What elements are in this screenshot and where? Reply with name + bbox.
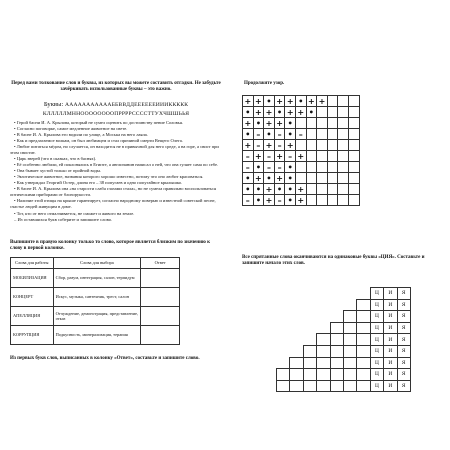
pattern-cell[interactable] — [338, 151, 349, 162]
empty-cell — [290, 311, 303, 323]
answer-letter-cell[interactable] — [357, 299, 370, 311]
answer-letter-cell[interactable] — [277, 369, 290, 381]
empty-cell — [317, 288, 330, 300]
suffix-letter-cell: Ц — [370, 288, 383, 300]
suffix-letter-cell: Ц — [370, 322, 383, 334]
suffix-letter-cell: И — [384, 311, 397, 323]
pattern-cell[interactable] — [317, 195, 328, 206]
pattern-cell[interactable]: + — [286, 96, 294, 106]
empty-cell — [277, 322, 290, 334]
pattern-cell[interactable] — [306, 195, 317, 206]
riddle-item: • Как утверждал Георгий Остер, длина его – 38 попугаев и одно попугайное крылышко. — [10, 180, 222, 186]
word-cell: КОНЦЕРТ — [11, 287, 54, 306]
staircase-grid — [276, 287, 411, 392]
pattern-cell[interactable] — [317, 184, 328, 195]
pattern-grid — [242, 95, 360, 206]
pattern-cell[interactable] — [327, 129, 338, 140]
empty-cell — [277, 299, 290, 311]
pattern-cell[interactable] — [327, 118, 338, 129]
pattern-row — [243, 162, 360, 173]
pattern-cell[interactable]: • — [243, 184, 254, 195]
suffix-letter-cell: Я — [397, 322, 410, 334]
empty-cell — [303, 288, 316, 300]
pattern-cell[interactable]: • — [285, 162, 296, 173]
pattern-cell[interactable]: + — [308, 96, 315, 106]
pattern-cell[interactable]: + — [276, 173, 283, 183]
pattern-cell[interactable] — [295, 173, 306, 184]
answer-letter-cell[interactable] — [357, 357, 370, 369]
pattern-cell[interactable]: – — [264, 162, 275, 173]
empty-cell — [317, 299, 330, 311]
pattern-cell[interactable]: • — [253, 184, 264, 195]
pattern-cell[interactable]: • — [306, 107, 317, 118]
pattern-grid-wrap — [242, 95, 360, 206]
choices-cell: Подкупность, минерализация, терапия — [53, 325, 141, 344]
empty-cell — [303, 334, 316, 346]
empty-cell — [330, 299, 343, 311]
suffix-letter-cell: И — [384, 357, 397, 369]
right-column — [232, 76, 446, 92]
answer-letter-cell[interactable] — [343, 357, 356, 369]
pattern-cell[interactable] — [327, 162, 338, 173]
answer-letter-cell[interactable] — [317, 369, 330, 381]
pattern-cell[interactable] — [295, 140, 306, 151]
pattern-cell[interactable]: + — [265, 195, 273, 205]
pattern-cell[interactable]: • — [253, 118, 264, 129]
riddle-item: • Герой басни И. А. Крылова, который не сумел оценить по достоинству пение Соловья. — [10, 120, 222, 126]
col-header-answer: Ответ — [141, 257, 180, 268]
pattern-cell[interactable]: + — [265, 140, 273, 150]
pattern-cell[interactable]: • — [264, 129, 275, 140]
pattern-cell[interactable] — [306, 162, 317, 173]
staircase-row — [277, 357, 411, 369]
answer-letter-cell[interactable] — [290, 369, 303, 381]
suffix-task-block — [242, 250, 440, 272]
pattern-cell[interactable] — [338, 107, 349, 118]
suffix-letter-cell: Я — [397, 369, 410, 381]
pattern-cell[interactable] — [338, 195, 349, 206]
pattern-row — [243, 107, 360, 118]
answer-letter-cell[interactable] — [357, 380, 370, 392]
suffix-letter-cell: Ц — [370, 311, 383, 323]
pattern-cell[interactable] — [306, 140, 317, 151]
letters-sequence-1: АААААААААААББВВДДЕЕЕЕЕЕИИИККККК — [64, 101, 189, 108]
pattern-cell[interactable] — [317, 173, 328, 184]
pattern-cell[interactable]: • — [285, 195, 296, 206]
empty-cell — [303, 299, 316, 311]
suffix-letter-cell: И — [384, 322, 397, 334]
staircase-row — [277, 288, 411, 300]
pattern-cell[interactable] — [327, 173, 338, 184]
riddle-item: • В басне И. А. Крылова его водили по улице, а Моська на него лаяла. — [10, 132, 222, 138]
suffix-letter-cell: Я — [397, 299, 410, 311]
answer-letter-cell[interactable] — [277, 380, 290, 392]
pattern-cell[interactable]: + — [244, 118, 252, 128]
synonym-task-heading: Выпишите в правую колонку только то слово, которое является близким по значению к слову в первой колонке. — [10, 239, 210, 251]
pattern-cell[interactable] — [338, 129, 349, 140]
empty-cell — [277, 345, 290, 357]
pattern-cell[interactable]: + — [318, 96, 326, 106]
pattern-cell[interactable]: • — [295, 96, 306, 107]
word-cell: КОРРУПЦИЯ — [11, 325, 54, 344]
answer-letter-cell[interactable] — [317, 380, 330, 392]
empty-cell — [330, 311, 343, 323]
empty-cell — [330, 288, 343, 300]
answer-letter-cell[interactable] — [317, 357, 330, 369]
empty-cell — [343, 299, 356, 311]
answer-letter-cell[interactable] — [357, 369, 370, 381]
pattern-cell[interactable] — [317, 151, 328, 162]
pattern-cell[interactable]: • — [264, 96, 275, 107]
pattern-cell[interactable]: – — [253, 140, 264, 151]
pattern-cell[interactable]: • — [264, 173, 275, 184]
pattern-cell[interactable] — [348, 129, 359, 140]
riddle-item: • Экзотическое животное, названия которого хорошо известно, потому что оно любит красоваться. — [10, 174, 222, 180]
pattern-cell[interactable] — [327, 96, 338, 107]
suffix-letter-cell: Ц — [370, 334, 383, 346]
choices-cell: Отчуждение, демонстрация, представление, отказ — [53, 306, 141, 325]
suffix-letter-cell: И — [384, 380, 397, 392]
pattern-cell[interactable] — [348, 151, 359, 162]
answer-letter-cell[interactable] — [303, 357, 316, 369]
suffix-letter-cell: Я — [397, 334, 410, 346]
empty-cell — [290, 345, 303, 357]
pattern-cell[interactable] — [338, 173, 349, 184]
pattern-cell[interactable]: • — [274, 107, 285, 118]
choices-cell: Сбор, разум, интеграция, салон, терпидум — [53, 268, 141, 287]
pattern-cell[interactable] — [306, 173, 317, 184]
answer-cell[interactable] — [141, 325, 180, 344]
left-column — [10, 76, 222, 367]
riddle-item: • Как и предлагаемое волкам, он был любимцем и стал причиной смерти Вещего Олега. — [10, 138, 222, 144]
riddle-item: • Её особенно любили, ей поклонялись в Египте, а англичанин написал о ней, что она гуляет сама по себе. — [10, 162, 222, 168]
pattern-cell[interactable] — [348, 107, 359, 118]
answer-letter-cell[interactable] — [343, 369, 356, 381]
pattern-cell[interactable]: + — [276, 96, 283, 106]
pattern-cell[interactable]: – — [243, 195, 254, 206]
empty-cell — [357, 288, 370, 300]
empty-cell — [343, 288, 356, 300]
pattern-cell[interactable]: • — [243, 129, 254, 140]
pattern-cell[interactable] — [338, 184, 349, 195]
table-row — [11, 306, 180, 325]
answer-letter-cell[interactable] — [357, 334, 370, 346]
intro-instruction: Перед вами толкование слов и буквы, из которых вы можете составить отгадки. Не забудьте зачёркивать использованные буквы – это важно. — [11, 81, 221, 93]
pattern-cell[interactable]: – — [264, 151, 275, 162]
choices-cell: Искус, музыка, сантехник, трест, салон — [53, 287, 141, 306]
answer-letter-cell[interactable] — [317, 334, 330, 346]
first-letters-task: Из первых букв слов, выписанных в колонку «Ответ», составьте и запишите слово. — [10, 355, 200, 361]
riddle-item: • В басне И. А. Крылова она «на старости слаба глазами стала», но не сумела правильно воспользоваться оптическими приборами от близорукости. — [10, 186, 222, 198]
pattern-cell[interactable] — [317, 118, 328, 129]
riddle-list — [10, 120, 222, 217]
pattern-cell[interactable]: • — [253, 195, 264, 206]
pattern-cell[interactable] — [327, 151, 338, 162]
pattern-cell[interactable] — [317, 129, 328, 140]
suffix-letter-cell: И — [384, 288, 397, 300]
answer-letter-cell[interactable] — [343, 322, 356, 334]
suffix-letter-cell: Я — [397, 357, 410, 369]
empty-cell — [303, 322, 316, 334]
pattern-cell[interactable]: + — [297, 107, 305, 117]
answer-letter-cell[interactable] — [317, 345, 330, 357]
pattern-cell[interactable] — [295, 162, 306, 173]
pattern-cell[interactable]: • — [243, 173, 254, 184]
pattern-cell[interactable]: – — [274, 195, 285, 206]
pattern-cell[interactable] — [306, 129, 317, 140]
pattern-task-heading: Продолжите узор. — [244, 81, 285, 86]
staircase-row — [277, 345, 411, 357]
answer-letter-cell[interactable] — [357, 322, 370, 334]
staircase-row — [277, 380, 411, 392]
answer-letter-cell[interactable] — [330, 380, 343, 392]
answer-letter-cell[interactable] — [357, 345, 370, 357]
empty-cell — [290, 299, 303, 311]
answer-letter-cell[interactable] — [290, 380, 303, 392]
pattern-cell[interactable]: – — [243, 151, 254, 162]
staircase-row — [277, 322, 411, 334]
pattern-cell[interactable]: – — [295, 129, 306, 140]
pattern-cell[interactable]: • — [285, 173, 296, 184]
suffix-letter-cell: Я — [397, 345, 410, 357]
suffix-letter-cell: Ц — [370, 299, 383, 311]
answer-letter-cell[interactable] — [303, 380, 316, 392]
pattern-cell[interactable]: + — [255, 96, 262, 106]
pattern-cell[interactable] — [327, 195, 338, 206]
pattern-cell[interactable] — [327, 140, 338, 151]
pattern-cell[interactable]: + — [265, 118, 273, 128]
riddle-item: • Царь зверей (что в сказках, что в баснях). — [10, 156, 222, 162]
pattern-cell[interactable] — [317, 107, 328, 118]
suffix-letter-cell: Я — [397, 311, 410, 323]
staircase-row — [277, 299, 411, 311]
suffix-letter-cell: Ц — [370, 357, 383, 369]
pattern-row — [243, 151, 360, 162]
pattern-row — [243, 140, 360, 151]
pattern-cell[interactable] — [348, 118, 359, 129]
empty-cell — [290, 288, 303, 300]
staircase-row — [277, 334, 411, 346]
pattern-cell[interactable] — [295, 118, 306, 129]
pattern-cell[interactable] — [348, 184, 359, 195]
empty-cell — [290, 334, 303, 346]
pattern-cell[interactable]: + — [255, 151, 262, 161]
empty-cell — [317, 311, 330, 323]
pattern-cell[interactable] — [327, 184, 338, 195]
pattern-row — [243, 118, 360, 129]
pattern-row — [243, 96, 360, 107]
staircase-row — [277, 311, 411, 323]
col-header-choices: Слова для выбора — [53, 257, 141, 268]
pattern-cell[interactable]: + — [286, 140, 294, 150]
pattern-cell[interactable] — [338, 118, 349, 129]
pattern-cell[interactable]: • — [285, 184, 296, 195]
answer-letter-cell[interactable] — [343, 345, 356, 357]
remaining-letters-note: – Из оставшихся букв соберите и запишите слово. — [14, 216, 113, 222]
pattern-cell[interactable]: • — [243, 107, 254, 118]
letters-block — [10, 99, 222, 118]
pattern-cell[interactable] — [348, 173, 359, 184]
pattern-cell[interactable]: + — [276, 151, 283, 161]
table-row — [11, 287, 180, 306]
suffix-letter-cell: Я — [397, 288, 410, 300]
empty-cell — [303, 311, 316, 323]
pattern-cell[interactable]: + — [265, 184, 273, 194]
riddle-item: • Тот, кто от него отмалчивается, не сможет и живого на земле. — [10, 211, 222, 217]
riddle-item: • Согласно поговорке, самое медленное животное на свете. — [10, 126, 222, 132]
answer-letter-cell[interactable] — [330, 334, 343, 346]
pattern-cell[interactable]: – — [274, 162, 285, 173]
letters-label: Буквы: — [43, 100, 65, 108]
riddle-item: • Наличие этой птицы на крыше гарантирует, согласно народному поверью и известной советской песне, счастье людей живущим в доме. — [10, 198, 222, 210]
answer-cell[interactable] — [141, 306, 180, 325]
pattern-cell[interactable] — [306, 151, 317, 162]
pattern-cell[interactable] — [317, 162, 328, 173]
pattern-cell[interactable]: + — [255, 107, 262, 117]
suffix-letter-cell: И — [384, 369, 397, 381]
pattern-cell[interactable]: + — [297, 184, 305, 194]
table-row — [11, 268, 180, 287]
pattern-cell[interactable] — [348, 162, 359, 173]
empty-cell — [277, 288, 290, 300]
pattern-cell[interactable]: + — [297, 151, 305, 161]
col-header-words: Слова для работы — [11, 257, 54, 268]
pattern-cell[interactable]: + — [265, 107, 273, 117]
pattern-cell[interactable]: + — [286, 107, 294, 117]
suffix-letter-cell: Ц — [370, 380, 383, 392]
letters-sequence-2: КЛЛЛЛЛМННООООООООПРРРРССССТТУХЧШШЬЬЯ — [42, 111, 190, 118]
pattern-cell[interactable]: – — [243, 162, 254, 173]
pattern-cell[interactable] — [338, 162, 349, 173]
suffix-letter-cell: И — [384, 299, 397, 311]
answer-cell[interactable] — [141, 268, 180, 287]
pattern-cell[interactable] — [317, 140, 328, 151]
pattern-cell[interactable]: – — [285, 151, 296, 162]
answer-letter-cell[interactable] — [290, 357, 303, 369]
pattern-cell[interactable]: • — [285, 118, 296, 129]
answer-letter-cell[interactable] — [303, 345, 316, 357]
staircase-row — [277, 369, 411, 381]
pattern-cell[interactable]: – — [274, 140, 285, 151]
pattern-cell[interactable]: + — [276, 118, 283, 128]
pattern-cell[interactable] — [306, 184, 317, 195]
answer-letter-cell[interactable] — [330, 357, 343, 369]
answer-letter-cell[interactable] — [303, 369, 316, 381]
suffix-letter-cell: Ц — [370, 345, 383, 357]
pattern-cell[interactable]: + — [297, 195, 305, 205]
empty-cell — [277, 311, 290, 323]
answer-letter-cell[interactable] — [343, 311, 356, 323]
pattern-cell[interactable] — [306, 118, 317, 129]
pattern-cell[interactable] — [348, 140, 359, 151]
staircase-grid-wrap — [276, 287, 411, 392]
pattern-cell[interactable] — [348, 195, 359, 206]
pattern-cell[interactable]: + — [244, 96, 252, 106]
pattern-cell[interactable]: + — [244, 140, 252, 150]
answer-letter-cell[interactable] — [357, 311, 370, 323]
empty-cell — [290, 322, 303, 334]
riddle-item: • Она бывает хустой только от пройной воды. — [10, 168, 222, 174]
answer-cell[interactable] — [141, 287, 180, 306]
word-cell: МОБИЛИЗАЦИЯ — [11, 268, 54, 287]
empty-cell — [277, 334, 290, 346]
riddle-item: • Любит питаться мёдом, но случается, он находится не в привычной для него среде, а на горе, а свист при этом свистит. — [10, 144, 222, 156]
suffix-task-heading: Все спрятанные слова оканчиваются на одинаковые буквы «ЦИЯ». Составьте и запишите начало этих слов. — [242, 255, 425, 267]
pattern-cell[interactable]: – — [253, 129, 264, 140]
word-cell: АПЕЛЛЯЦИЯ — [11, 306, 54, 325]
synonym-table — [10, 257, 180, 345]
suffix-letter-cell: Я — [397, 380, 410, 392]
pattern-cell[interactable]: • — [285, 129, 296, 140]
pattern-cell[interactable] — [338, 140, 349, 151]
pattern-cell[interactable] — [327, 107, 338, 118]
pattern-cell[interactable]: + — [255, 173, 262, 183]
empty-cell — [277, 357, 290, 369]
suffix-letter-cell: И — [384, 345, 397, 357]
pattern-cell[interactable]: – — [274, 129, 285, 140]
suffix-letter-cell: Ц — [370, 369, 383, 381]
answer-letter-cell[interactable] — [330, 369, 343, 381]
answer-letter-cell[interactable] — [330, 322, 343, 334]
pattern-cell[interactable] — [348, 96, 359, 107]
pattern-cell[interactable] — [338, 96, 349, 107]
suffix-letter-cell: И — [384, 334, 397, 346]
pattern-row — [243, 173, 360, 184]
pattern-row — [243, 195, 360, 206]
empty-cell — [317, 322, 330, 334]
answer-letter-cell[interactable] — [343, 334, 356, 346]
table-row — [11, 325, 180, 344]
pattern-row — [243, 184, 360, 195]
answer-letter-cell[interactable] — [330, 345, 343, 357]
pattern-cell[interactable]: • — [274, 184, 285, 195]
pattern-row — [243, 129, 360, 140]
answer-letter-cell[interactable] — [343, 380, 356, 392]
pattern-cell[interactable]: • — [253, 162, 264, 173]
